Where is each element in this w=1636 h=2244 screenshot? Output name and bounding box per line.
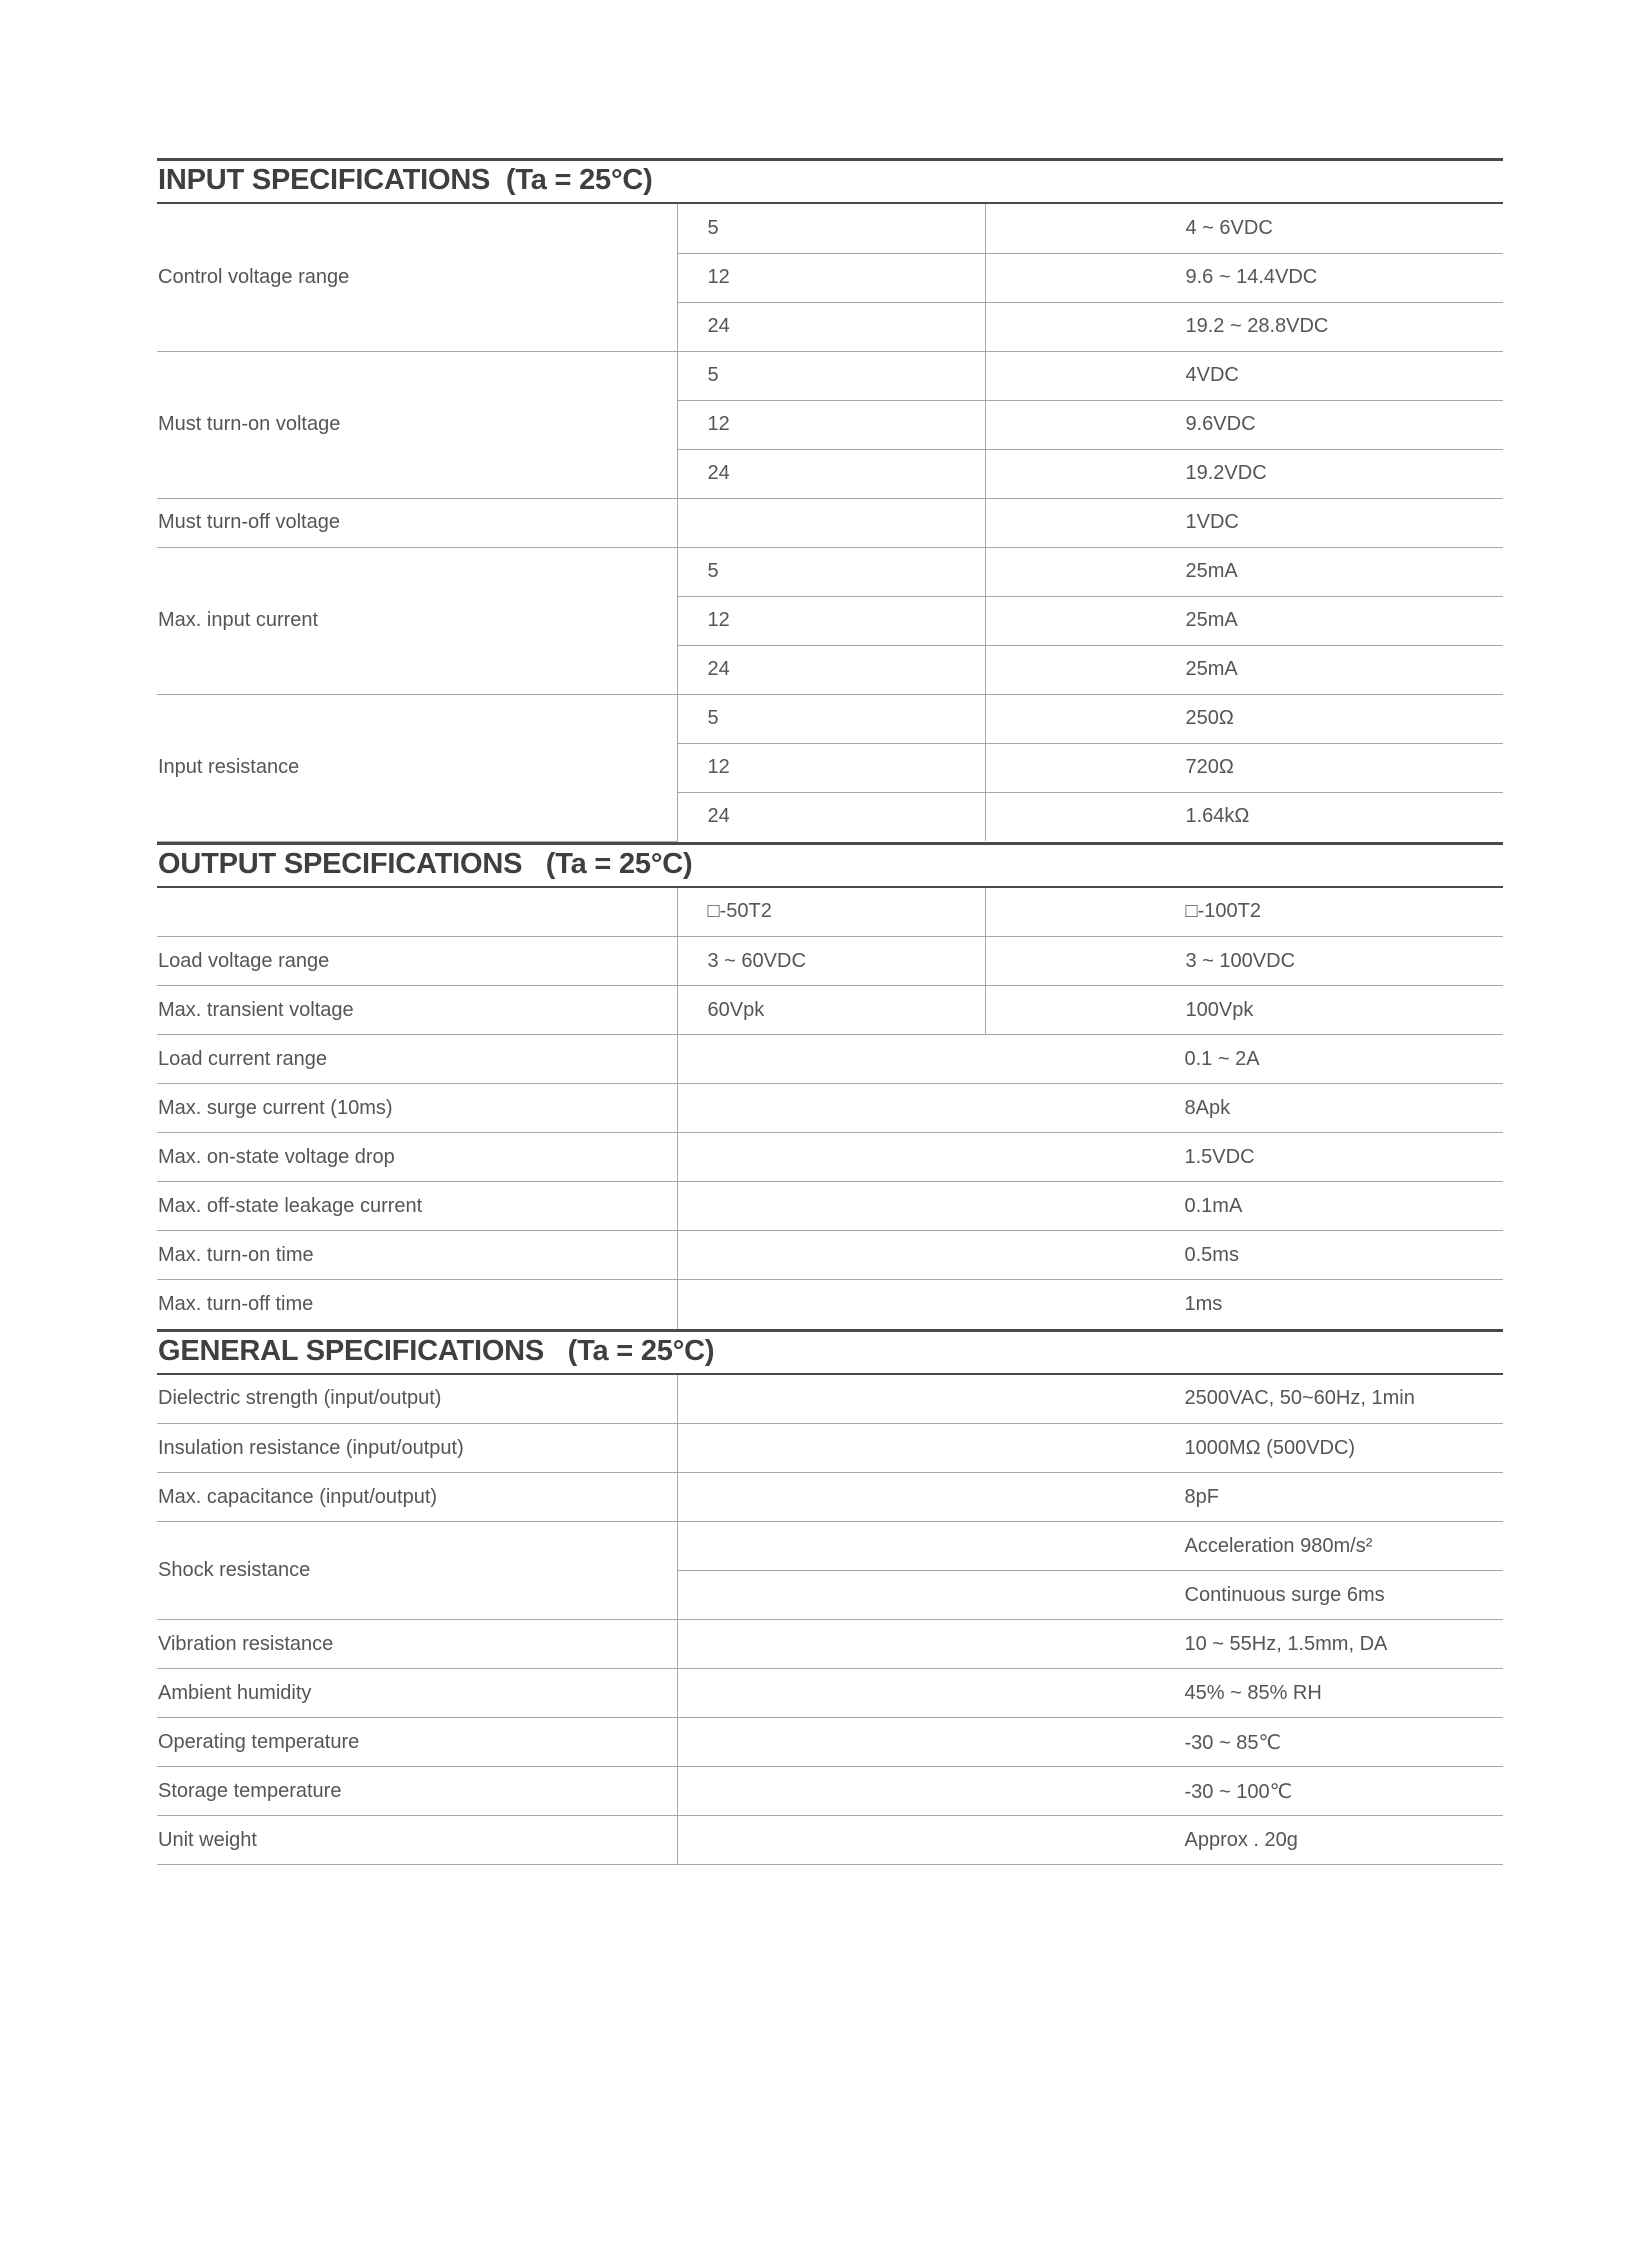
model-100t2-cell: 3 ~ 100VDC: [985, 937, 1503, 986]
table-row: [157, 1767, 1503, 1816]
row-label: Max. turn-off time: [158, 1292, 314, 1315]
row-label: Max. input current: [157, 547, 677, 694]
model-50t2-cell: 60Vpk: [677, 986, 985, 1035]
input-specifications-header: [157, 158, 1503, 204]
control-voltage-cell: 5: [677, 351, 985, 400]
model-100t2-header: □-100T2: [985, 888, 1503, 937]
control-voltage-cell: 12: [677, 596, 985, 645]
control-voltage-cell: [677, 498, 985, 547]
control-voltage-cell: 24: [677, 645, 985, 694]
table-row: [157, 937, 1503, 986]
value-cell: 250Ω: [985, 694, 1503, 743]
value-cell: 1.64kΩ: [985, 792, 1503, 841]
row-label: Load current range: [157, 1035, 677, 1084]
value-cell: 1ms: [677, 1280, 1503, 1329]
control-voltage-cell: 24: [677, 449, 985, 498]
table-row: [157, 1620, 1503, 1669]
section-title: GENERAL SPECIFICATIONS (Ta = 25°C): [158, 1334, 715, 1367]
table-row: [157, 1424, 1503, 1473]
value-cell: 4VDC: [985, 351, 1503, 400]
row-label: Storage temperature: [157, 1767, 677, 1816]
value-cell: 25mA: [985, 645, 1503, 694]
row-label: Shock resistance: [157, 1522, 677, 1620]
value-cell: Acceleration 980m/s²: [677, 1522, 1503, 1571]
model-50t2-cell: 3 ~ 60VDC: [677, 937, 985, 986]
table-row: [157, 1718, 1503, 1767]
row-label: Must turn-on voltage: [157, 351, 677, 498]
table-row: [157, 986, 1503, 1035]
model-100t2-cell: 100Vpk: [985, 986, 1503, 1035]
input-specifications-table: [157, 204, 1503, 842]
table-row: [157, 1522, 1503, 1571]
row-label: Max. transient voltage: [157, 986, 677, 1035]
table-row: [157, 498, 1503, 547]
row-label: Control voltage range: [157, 204, 677, 351]
row-label: Max. capacitance (input/output): [157, 1473, 677, 1522]
value-cell: 19.2VDC: [985, 449, 1503, 498]
value-cell: 1000MΩ (500VDC): [677, 1424, 1503, 1473]
row-label: Dielectric strength (input/output): [157, 1375, 677, 1424]
general-specifications-section: [157, 1329, 1503, 1866]
value-cell: 1VDC: [985, 498, 1503, 547]
value-cell: 1.5VDC: [677, 1133, 1503, 1182]
value-cell: Continuous surge 6ms: [677, 1571, 1503, 1620]
value-cell: 25mA: [985, 547, 1503, 596]
row-label: Ambient humidity: [157, 1669, 677, 1718]
output-specifications-header: [157, 842, 1503, 888]
output-specifications-section: [157, 842, 1503, 1329]
control-voltage-cell: 5: [677, 694, 985, 743]
general-specifications-header: [157, 1329, 1503, 1375]
table-header-row: [157, 888, 1503, 937]
row-label: Input resistance: [157, 694, 677, 841]
general-specifications-table: [157, 1375, 1503, 1866]
table-row: [157, 1231, 1503, 1280]
table-row: [157, 1280, 1503, 1329]
value-cell: 25mA: [985, 596, 1503, 645]
value-cell: 0.1mA: [677, 1182, 1503, 1231]
table-row: [157, 1182, 1503, 1231]
row-label: Load voltage range: [157, 937, 677, 986]
value-cell: 9.6 ~ 14.4VDC: [985, 253, 1503, 302]
control-voltage-cell: 24: [677, 302, 985, 351]
control-voltage-cell: 12: [677, 253, 985, 302]
control-voltage-cell: 12: [677, 743, 985, 792]
value-cell: Approx . 20g: [677, 1816, 1503, 1865]
section-title: INPUT SPECIFICATIONS (Ta = 25°C): [158, 164, 653, 196]
table-row: [157, 1084, 1503, 1133]
output-specifications-table: [157, 888, 1503, 1329]
table-row: [157, 547, 1503, 596]
table-row: [157, 1035, 1503, 1084]
row-label: Insulation resistance (input/output): [157, 1424, 677, 1473]
control-voltage-cell: 24: [677, 792, 985, 841]
value-cell: 8pF: [677, 1473, 1503, 1522]
value-cell: 0.5ms: [677, 1231, 1503, 1280]
row-label: Max. surge current (10ms): [157, 1084, 677, 1133]
table-row: [157, 204, 1503, 253]
model-50t2-header: □-50T2: [677, 888, 985, 937]
row-label: [157, 888, 677, 937]
value-cell: 720Ω: [985, 743, 1503, 792]
spec-sheet: [157, 158, 1503, 1865]
table-row: [157, 351, 1503, 400]
value-cell: 10 ~ 55Hz, 1.5mm, DA: [677, 1620, 1503, 1669]
table-row: [157, 1816, 1503, 1865]
row-label: Unit weight: [157, 1816, 677, 1865]
value-cell: -30 ~ 100℃: [677, 1767, 1503, 1816]
row-label: Vibration resistance: [157, 1620, 677, 1669]
value-cell: 45% ~ 85% RH: [677, 1669, 1503, 1718]
row-label: Operating temperature: [157, 1718, 677, 1767]
value-cell: 4 ~ 6VDC: [985, 204, 1503, 253]
row-label: Max. off-state leakage current: [157, 1182, 677, 1231]
value-cell: 8Apk: [677, 1084, 1503, 1133]
table-row: [157, 1375, 1503, 1424]
table-row: [157, 1133, 1503, 1182]
value-cell: -30 ~ 85℃: [677, 1718, 1503, 1767]
table-row: [157, 694, 1503, 743]
table-row: [157, 1669, 1503, 1718]
value-cell: 9.6VDC: [985, 400, 1503, 449]
section-title: OUTPUT SPECIFICATIONS (Ta = 25°C): [158, 847, 693, 880]
row-label: Max. on-state voltage drop: [157, 1133, 677, 1182]
value-cell: 19.2 ~ 28.8VDC: [985, 302, 1503, 351]
control-voltage-cell: 5: [677, 547, 985, 596]
input-specifications-section: [157, 158, 1503, 842]
row-label: Must turn-off voltage: [157, 498, 677, 547]
value-cell: 2500VAC, 50~60Hz, 1min: [677, 1375, 1503, 1424]
row-label: Max. turn-on time: [157, 1231, 677, 1280]
value-cell: 0.1 ~ 2A: [677, 1035, 1503, 1084]
control-voltage-cell: 5: [677, 204, 985, 253]
control-voltage-cell: 12: [677, 400, 985, 449]
table-row: [157, 1473, 1503, 1522]
